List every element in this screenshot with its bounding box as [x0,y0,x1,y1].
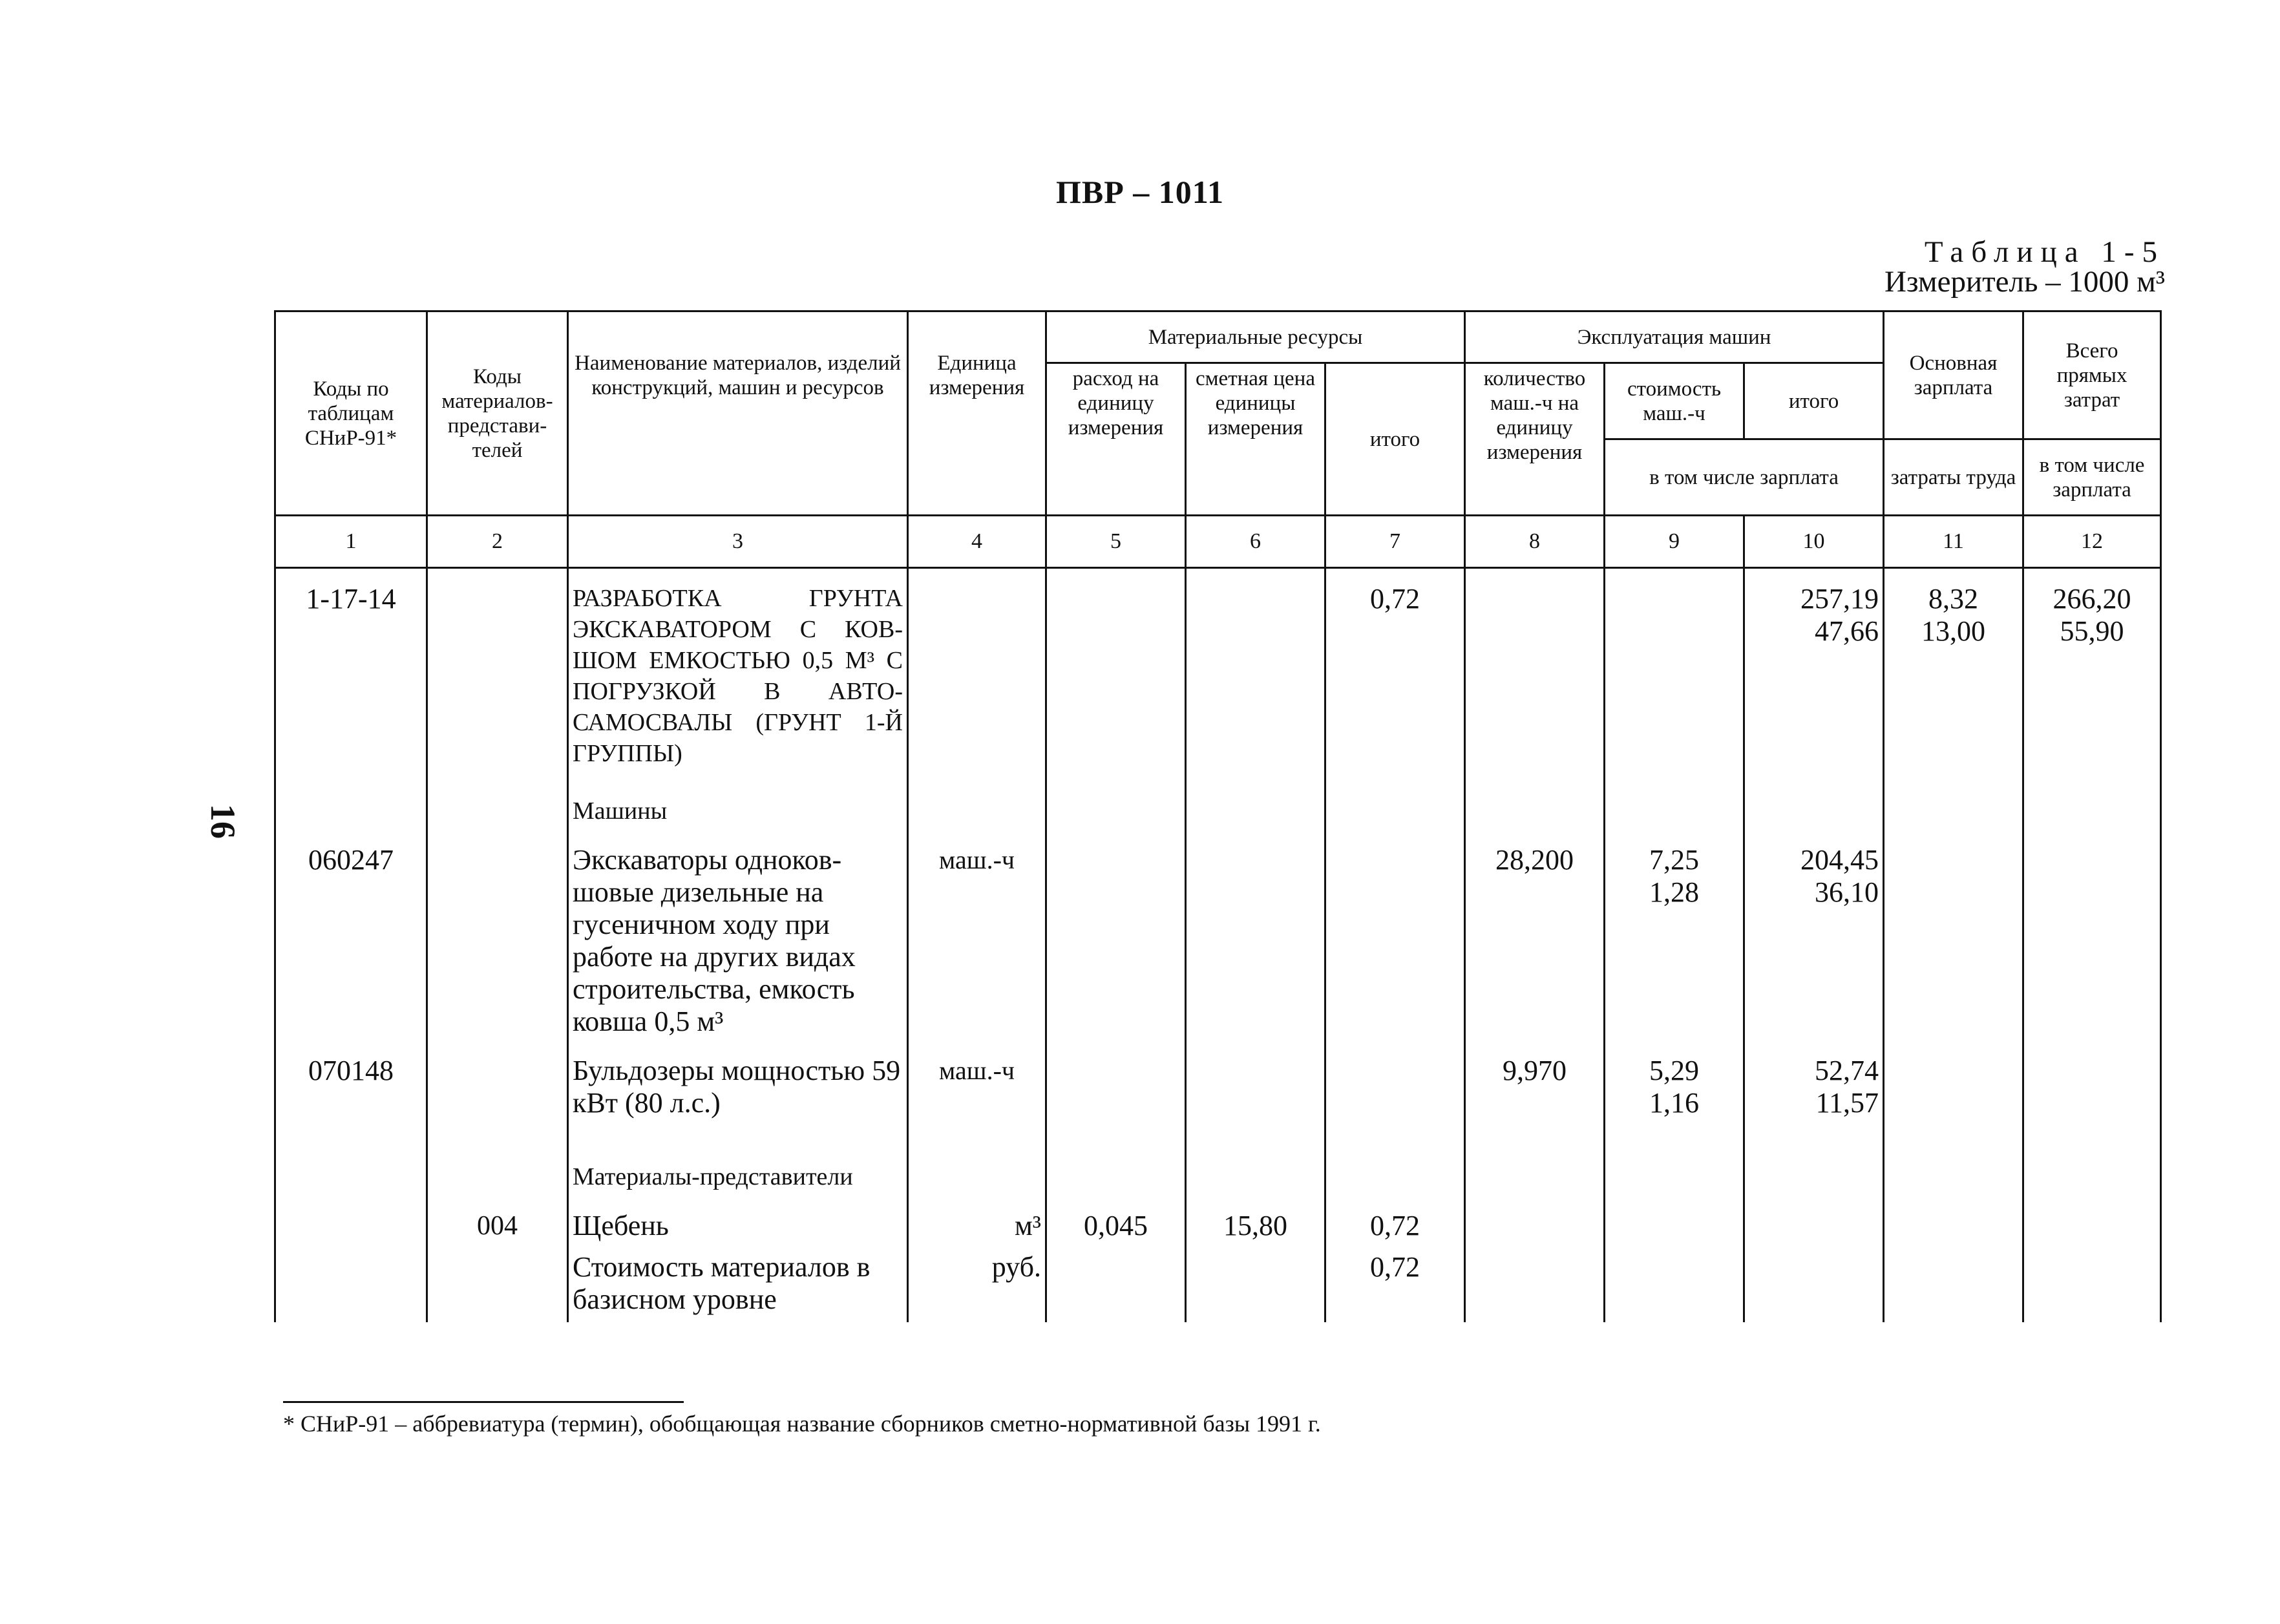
table-header [275,311,2161,568]
table-unit: Измеритель – 1000 м³ [1884,265,2165,299]
value-hour-cost: 5,29 [1649,1055,1699,1086]
cell-hour-cost [1605,830,1744,1040]
header-col8: количество маш.-ч на единицу измерения [1465,363,1605,516]
header-col5: расход на единицу измерения [1046,363,1186,516]
value-machines-wage: 36,10 [1815,876,1879,908]
header-group-machines: Эксплуатация машин [1465,311,1884,363]
table-label: Таблица 1-5 [1924,235,2165,269]
header-col7: итого [1325,363,1465,516]
cell-unit: маш.-ч [908,1040,1046,1122]
cell-direct-total [2023,568,2161,772]
cell-materials-total: 0,72 [1325,1196,1465,1245]
cell-empty [427,568,568,772]
cell-materials-total: 0,72 [1325,1245,1465,1322]
cell-machines-total [1744,1040,1884,1122]
value-machines-wage: 47,66 [1815,615,1879,647]
column-number: 5 [1046,516,1186,568]
cell-base-wage [1884,568,2023,772]
section-heading-machines: Машины [568,772,908,830]
column-number: 7 [1325,516,1465,568]
table-row-materials-total [275,1245,2161,1322]
cell-code: 060247 [275,830,427,1040]
column-number: 9 [1605,516,1744,568]
column-number: 4 [908,516,1046,568]
cell-work-name: РАЗРАБОТКА ГРУНТА ЭКСКАВАТОРОМ С КОВ-ШОМ ЕМКОСТЬЮ 0,5 М³ С ПОГРУЗКОЙ В АВТО-САМОСВАЛЫ (ГРУНТ 1-Й ГРУППЫ) [568,568,908,772]
header-sub-9-10: в том числе зарплата [1605,439,1884,516]
value-labor: 13,00 [1921,615,1986,647]
cell-consumption: 0,045 [1046,1196,1186,1245]
cell-empty [427,1040,568,1122]
cell-machine-name: Бульдозеры мощностью 59 кВт (80 л.с.) [568,1040,908,1122]
value-hour-cost: 7,25 [1649,844,1699,876]
cell-code: 070148 [275,1040,427,1122]
value-hour-wage: 1,28 [1649,876,1699,908]
cell-unit: м³ [908,1196,1046,1245]
value-machines-wage: 11,57 [1815,1087,1879,1119]
cell-empty [427,830,568,1040]
column-number: 1 [275,516,427,568]
column-number: 10 [1744,516,1884,568]
value-base-wage: 8,32 [1928,583,1979,615]
table-row-section-machines [275,772,2161,830]
cost-table [274,310,2162,1322]
cell-machines-total [1744,568,1884,772]
table-row-gravel [275,1196,2161,1245]
footnote-divider [283,1401,684,1403]
cell-empty [1186,568,1325,772]
cell-unit-price: 15,80 [1186,1196,1325,1245]
header-col9: стоимость маш.-ч [1605,363,1744,439]
cell-machine-hours: 28,200 [1465,830,1605,1040]
cell-material-name: Щебень [568,1196,908,1245]
header-col12: Всего прямых затрат [2023,311,2161,439]
header-col11: Основная зарплата [1884,311,2023,439]
cell-material-code: 004 [427,1196,568,1245]
cell-unit: маш.-ч [908,830,1046,1040]
header-col6: сметная цена единицы измерения [1186,363,1325,516]
cell-empty [1046,568,1186,772]
cell-empty [1465,568,1605,772]
cell-machines-total [1744,830,1884,1040]
cell-empty [1605,568,1744,772]
cell-machine-name: Экскаваторы одноков-шовые дизельные на гусеничном ходу при работе на других видах строительства, емкость ковша 0,5 м³ [568,830,908,1040]
column-number: 3 [568,516,908,568]
value-machines-total: 204,45 [1800,844,1879,876]
column-number: 11 [1884,516,2023,568]
cell-unit: руб. [908,1245,1046,1322]
cell-materials-total: 0,72 [1325,568,1465,772]
table-row-excavator [275,830,2161,1040]
header-col3: Наименование материалов, изделий конструкций, машин и ресурсов [568,311,908,516]
column-number: 2 [427,516,568,568]
column-number: 6 [1186,516,1325,568]
value-hour-wage: 1,16 [1649,1087,1699,1119]
value-direct-total: 266,20 [2053,583,2131,615]
header-col4: Единица измерения [908,311,1046,516]
cost-table-container [274,310,2162,1322]
footnote: * СНиР-91 – аббревиатура (термин), обобщающая название сборников сметно-нормативной базы 1991 г. [283,1411,1321,1437]
table-row-section-materials [275,1122,2161,1196]
header-col10: итого [1744,363,1884,439]
column-number-row [275,516,2161,568]
value-direct-wage: 55,90 [2060,615,2124,647]
cell-empty [908,568,1046,772]
page-number: 16 [204,804,242,839]
section-heading-materials: Материалы-представители [568,1122,908,1196]
value-machines-total: 52,74 [1815,1055,1879,1086]
cell-code: 1-17-14 [275,568,427,772]
document-title: ПВР – 1011 [1055,174,1225,210]
cell-machine-hours: 9,970 [1465,1040,1605,1122]
header-col2: Коды материалов-представи-телей [427,311,568,516]
column-number: 8 [1465,516,1605,568]
table-row-main-item [275,568,2161,772]
header-sub-12: в том числе зарплата [2023,439,2161,516]
value-machines-total: 257,19 [1800,583,1879,615]
column-number: 12 [2023,516,2161,568]
header-col1: Коды по таблицам СНиР-91* [275,311,427,516]
header-sub-11: затраты труда [1884,439,2023,516]
table-body [275,568,2161,1323]
cell-materials-total-name: Стоимость материалов в базисном уровне [568,1245,908,1322]
header-group-materials: Материальные ресурсы [1046,311,1465,363]
cell-hour-cost [1605,1040,1744,1122]
table-row-bulldozer [275,1040,2161,1122]
